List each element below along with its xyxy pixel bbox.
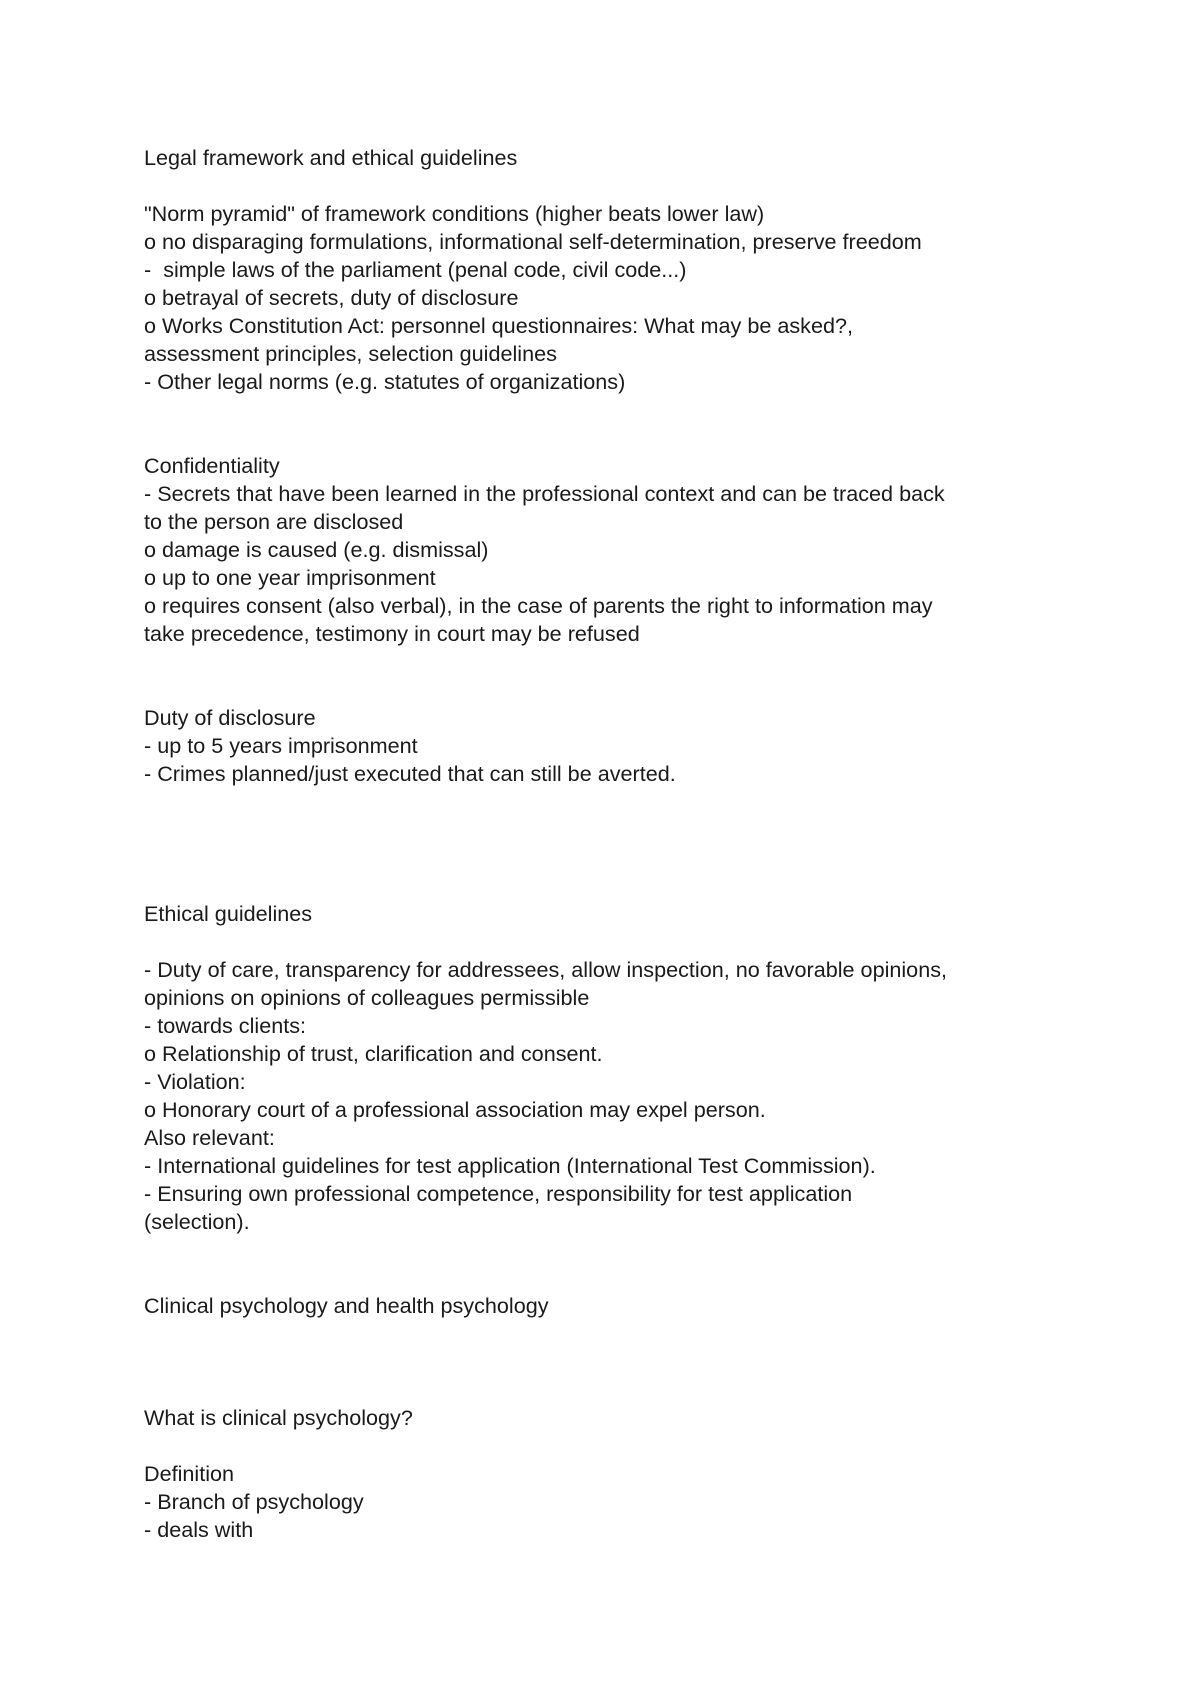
- legal-line-2: o no disparaging formulations, informational self-determination, preserve freedom: [144, 229, 922, 254]
- confidentiality-line-6: take precedence, testimony in court may be refused: [144, 621, 640, 646]
- legal-line-1: "Norm pyramid" of framework conditions (higher beats lower law): [144, 201, 765, 226]
- ethical-line-7: Also relevant:: [144, 1125, 275, 1150]
- clinical-heading: Clinical psychology and health psychology: [144, 1293, 549, 1318]
- disclosure-line-1: - up to 5 years imprisonment: [144, 733, 418, 758]
- ethical-line-3: - towards clients:: [144, 1013, 307, 1038]
- confidentiality-line-5: o requires consent (also verbal), in the case of parents the right to information may: [144, 593, 933, 618]
- spacer: [144, 172, 1074, 200]
- ethical-line-4: o Relationship of trust, clarification and consent.: [144, 1041, 603, 1066]
- spacer: [144, 788, 1074, 900]
- ethical-line-8: - International guidelines for test application (International Test Commission).: [144, 1153, 876, 1178]
- confidentiality-line-1: - Secrets that have been learned in the professional context and can be traced back: [144, 481, 945, 506]
- legal-line-3: - simple laws of the parliament (penal code, civil code...): [144, 257, 687, 282]
- ethical-line-6: o Honorary court of a professional association may expel person.: [144, 1097, 766, 1122]
- document-title: Legal framework and ethical guidelines: [144, 145, 518, 170]
- spacer: [144, 928, 1074, 956]
- ethical-line-5: - Violation:: [144, 1069, 246, 1094]
- confidentiality-heading: Confidentiality: [144, 453, 280, 478]
- legal-line-6: assessment principles, selection guidelines: [144, 341, 557, 366]
- definition-line-2: - deals with: [144, 1517, 254, 1542]
- disclosure-line-2: - Crimes planned/just executed that can still be averted.: [144, 761, 676, 786]
- spacer: [144, 648, 1074, 704]
- spacer: [144, 1236, 1074, 1292]
- confidentiality-line-3: o damage is caused (e.g. dismissal): [144, 537, 489, 562]
- ethical-heading: Ethical guidelines: [144, 901, 313, 926]
- legal-line-5: o Works Constitution Act: personnel questionnaires: What may be asked?,: [144, 313, 853, 338]
- spacer: [144, 1320, 1074, 1404]
- definition-line-1: - Branch of psychology: [144, 1489, 364, 1514]
- spacer: [144, 1432, 1074, 1460]
- confidentiality-line-4: o up to one year imprisonment: [144, 565, 436, 590]
- confidentiality-line-2: to the person are disclosed: [144, 509, 404, 534]
- document-body: [144, 144, 1074, 1544]
- what-is-heading: What is clinical psychology?: [144, 1405, 413, 1430]
- disclosure-heading: Duty of disclosure: [144, 705, 316, 730]
- legal-line-4: o betrayal of secrets, duty of disclosure: [144, 285, 519, 310]
- legal-line-7: - Other legal norms (e.g. statutes of organizations): [144, 369, 626, 394]
- ethical-line-2: opinions on opinions of colleagues permissible: [144, 985, 590, 1010]
- ethical-line-10: (selection).: [144, 1209, 250, 1234]
- spacer: [144, 396, 1074, 452]
- ethical-line-9: - Ensuring own professional competence, responsibility for test application: [144, 1181, 853, 1206]
- ethical-line-1: - Duty of care, transparency for addressees, allow inspection, no favorable opinions,: [144, 957, 947, 982]
- definition-heading: Definition: [144, 1461, 235, 1486]
